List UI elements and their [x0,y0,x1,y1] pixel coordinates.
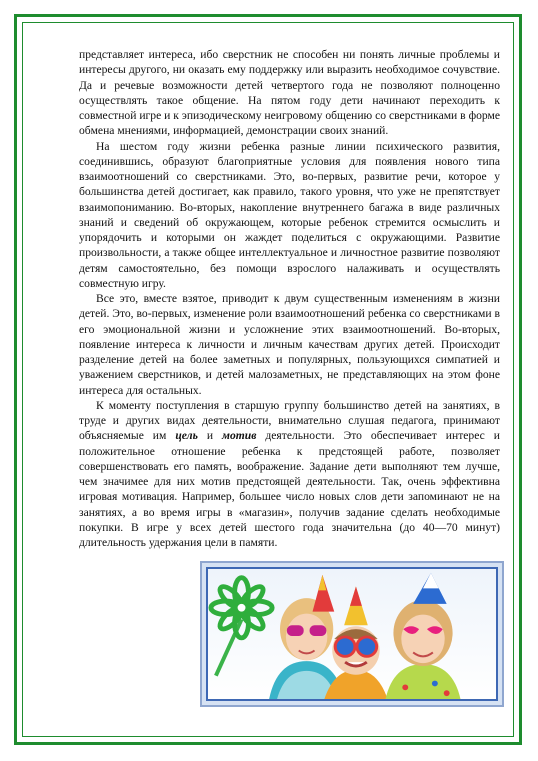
child-right [386,573,461,699]
paragraph-4 [79,398,500,551]
paragraph-4-part-2: и [197,429,223,443]
paragraph-1: представляет интереса, ибо сверстник не способен ни понять личные проблемы и интересы другого, ни оказать ему поддержку или выразить необходимое сочувствие. Да и речевые возможности детей четвертого года не позволяют полноценно осуществлять такое общение. На пятом году дети начинают переходить к совместной игре и к эпизодическому неигровому общению со сверстниками в форме обмена мнениями, информацией, демонстрации своих знаний. [79,48,500,138]
emphasis-motive: мотив [222,429,257,443]
children-party-photo [206,567,498,701]
paragraph-3: Все это, вместе взятое, приводит к двум существенным изменениям в жизни детей. Это, во-первых, изменение роли взаимоотношений ребенка со сверстниками в его эмоциональной жизни и усложнение этих взаимоотношений. Во-вторых, появление интереса к личности и личным качествам других детей. Происходит разделение детей на более заметных и популярных, пользующихся симпатией и уважением сверстников, и детей малозаметных, не представляющих на этом фоне интереса для остальных. [79,292,500,397]
paragraph-4-part-1: К моменту поступления в старшую группу большинство детей на занятиях, в труде и других видах деятельности, внимательно слушая педагога, принимают объясняемые им [79,398,500,443]
photo-frame [200,561,504,707]
article-body [79,47,500,550]
child-middle [324,586,387,699]
paragraph-2: На шестом году жизни ребенка разные линии психического развития, соединившись, образуют благоприятные условия для появления нового типа взаимоотношений со сверстниками. Это, во-первых, развитие речи, которое у большинства детей достигает, как правило, такого уровня, что уже не препятствует взаимопониманию. Во-вторых, накопление внутреннего багажа в виде различных знаний и сведений об окружающем, которые ребенок стремится осмыслить и упорядочить и которыми он жаждет поделиться с окружающими. Развитие произвольности, а также общее интеллектуальное и личностное развитие позволяют детям самостоятельно, без помощи взрослого налаживать и осуществлять совместную игру. [79,139,500,290]
party-hat-icon [313,575,335,612]
paragraph-4-part-3: деятельности. Это обеспечивает интерес и положительное отношение ребенка к предстоящей работе, позволяет совершенствовать его память, воображение. Задание дети выполняют тем лучше, чем значимее для них мотив предстоящей деятельности. Так, очень эффективна игровая мотивация. Например, большее число новых слов дети запоминают не на занятиях, а во время игры в «магазин», получив задание сделать необходимые покупки. В игре у всех детей шестого года значительна (до 40—70 минут) длительность удержания цели в памяти. [79,429,500,549]
emphasis-goal: цель [175,429,198,443]
children-party-illustration [208,569,496,699]
pinwheel-icon [211,578,272,676]
